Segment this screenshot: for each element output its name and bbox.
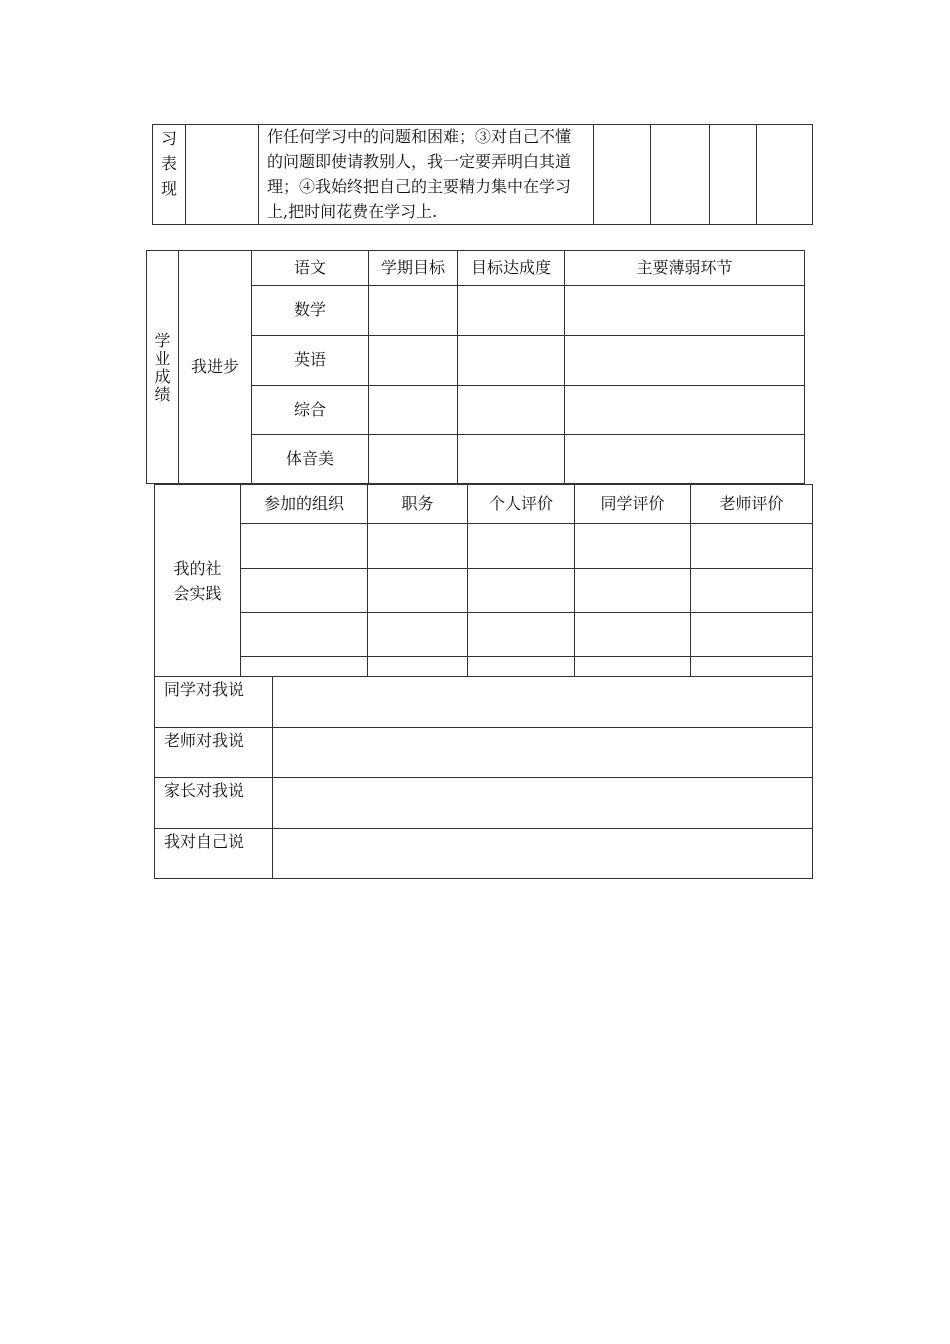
side-label-char: 成 — [154, 367, 171, 386]
my-progress-label: 我进步 — [190, 357, 239, 376]
header-organization: 参加的组织 — [263, 494, 344, 513]
table-border — [146, 250, 804, 251]
table-border — [152, 224, 813, 225]
performance-text-line: 的问题即使请教别人，我一定要弄明白其道 — [267, 152, 572, 171]
table-border — [251, 285, 804, 286]
header-chinese: 语文 — [293, 258, 326, 277]
table-border — [258, 124, 259, 225]
table-border — [812, 124, 813, 225]
header-weak-points: 主要薄弱环节 — [636, 258, 733, 277]
side-label-char: 现 — [160, 179, 177, 198]
header-position: 职务 — [401, 494, 434, 513]
side-label-academic-results — [147, 332, 178, 404]
table-border — [251, 434, 804, 435]
table-border — [251, 385, 804, 386]
side-label-learning-performance — [154, 126, 184, 201]
table-border — [251, 335, 804, 336]
table-border — [240, 523, 813, 524]
subject-pe-music-art: 体音美 — [285, 449, 334, 468]
header-term-goal: 学期目标 — [380, 258, 445, 277]
side-label-char: 学 — [154, 331, 171, 350]
header-classmate-evaluation: 同学评价 — [600, 494, 665, 513]
subject-english: 英语 — [293, 350, 326, 369]
table-border — [804, 250, 805, 484]
table-border — [650, 124, 651, 225]
table-border — [240, 612, 813, 613]
table-border — [756, 124, 757, 225]
subject-math: 数学 — [293, 300, 326, 319]
table-border — [240, 568, 813, 569]
table-border — [812, 484, 813, 677]
side-label-char: 绩 — [154, 385, 171, 404]
side-label-char: 习 — [160, 129, 177, 148]
performance-text-line: 作任何学习中的问题和困难；③对自己不懂 — [267, 127, 572, 146]
side-label-char: 表 — [160, 154, 177, 173]
table-border — [154, 676, 813, 677]
table-border — [185, 124, 186, 225]
table-border — [593, 124, 594, 225]
comment-label-self: 我对自己说 — [164, 832, 245, 851]
table-border — [154, 878, 813, 879]
header-self-evaluation: 个人评价 — [488, 494, 553, 513]
performance-text-line: 理；④我始终把自己的主要精力集中在学习 — [267, 177, 572, 196]
subject-comprehensive: 综合 — [293, 400, 326, 419]
social-practice-label-line2: 会实践 — [173, 584, 222, 603]
table-border — [457, 250, 458, 484]
table-border — [812, 676, 813, 879]
header-goal-achievement: 目标达成度 — [470, 258, 551, 277]
comment-label-parents: 家长对我说 — [164, 781, 245, 800]
social-practice-label-line1: 我的社 — [173, 559, 222, 578]
side-label-char: 业 — [154, 349, 171, 368]
header-teacher-evaluation: 老师评价 — [719, 494, 784, 513]
table-border — [709, 124, 710, 225]
comment-label-classmates: 同学对我说 — [164, 680, 245, 699]
table-border — [368, 250, 369, 484]
performance-text-line: 上,把时间花费在学习上. — [267, 202, 438, 221]
comment-label-teacher: 老师对我说 — [164, 731, 245, 750]
table-border — [154, 484, 813, 485]
table-border — [154, 828, 813, 829]
table-border — [272, 676, 273, 879]
table-border — [154, 727, 813, 728]
table-border — [240, 656, 813, 657]
table-border — [564, 250, 565, 484]
table-border — [154, 676, 155, 879]
table-border — [152, 124, 153, 225]
table-border — [154, 777, 813, 778]
